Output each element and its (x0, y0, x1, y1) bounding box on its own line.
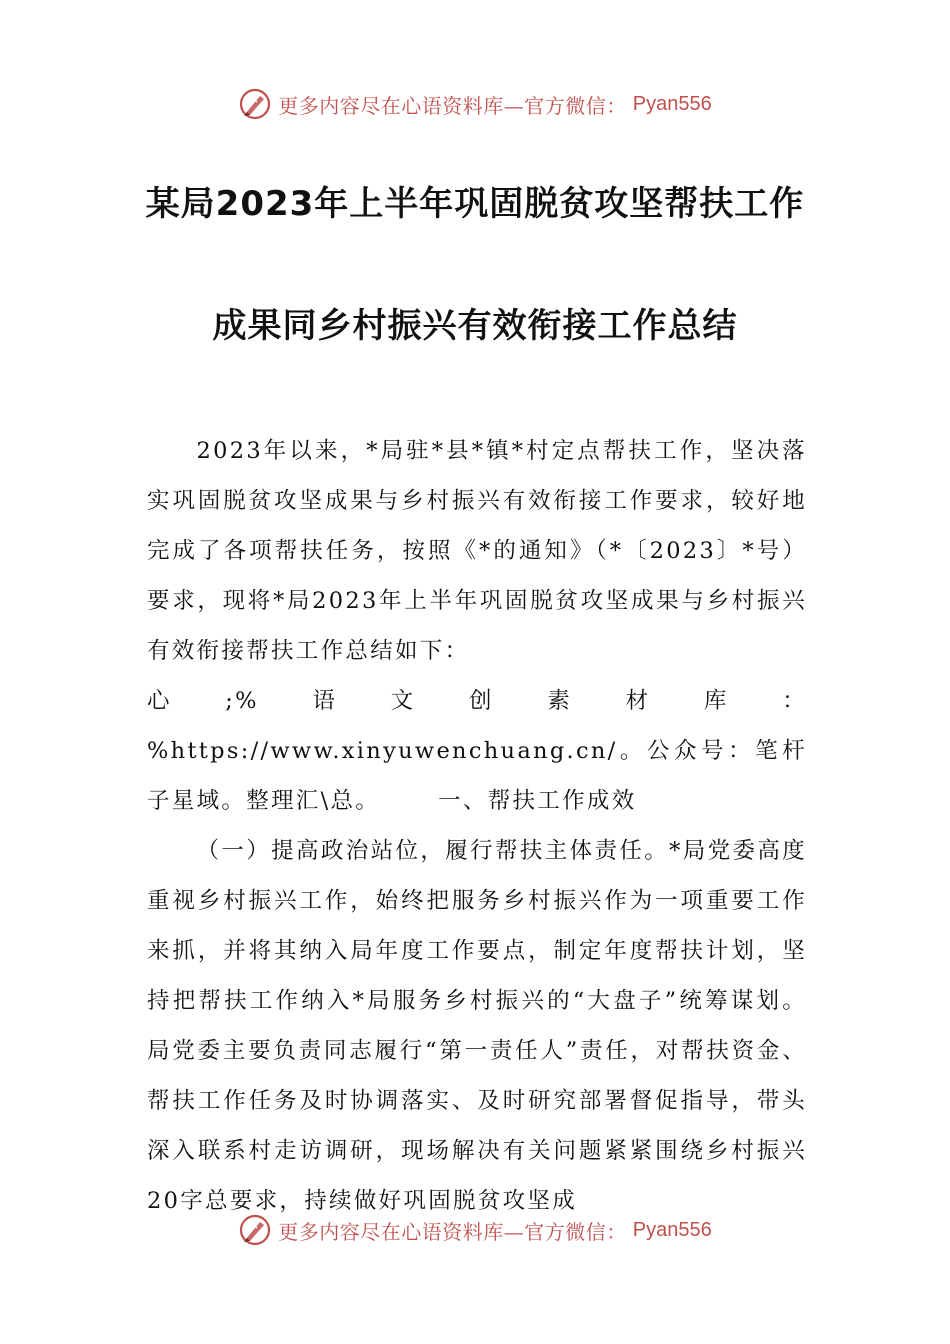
pen-logo-icon (238, 87, 272, 121)
wechat-id: Pyan556 (632, 92, 712, 115)
document-title-line-1: 某局2023年上半年巩固脱贫攻坚帮扶工作 (145, 184, 805, 224)
watermark-text: 更多内容尽在心语资料库—官方微信： (278, 1219, 627, 1244)
section-heading: 一、帮扶工作成效 (438, 788, 637, 814)
wechat-id: Pyan556 (632, 1218, 712, 1241)
watermark-banner-bottom (0, 1210, 950, 1250)
source-note-line (147, 676, 807, 826)
pen-logo-icon (238, 1213, 272, 1247)
document-body (147, 426, 807, 1226)
paragraph-section-1: （一）提高政治站位，履行帮扶主体责任。*局党委高度重视乡村振兴工作，始终把服务乡村振兴作为一项重要工作来抓，并将其纳入局年度工作要点，制定年度帮扶计划，坚持把帮扶工作纳入*局服务乡村振兴的“大盘子”统筹谋划。局党委主要负责同志履行“第一责任人”责任，对帮扶资金、帮扶工作任务及时协调落实、及时研究部署督促指导，带头深入联系村走访调研，现场解决有关问题紧紧围绕乡村振兴20字总要求，持续做好巩固脱贫攻坚成 (147, 838, 807, 1214)
document-title-line-2: 成果同乡村振兴有效衔接工作总结 (212, 306, 738, 346)
source-note: 心;%语文创素材库：%https://www.xinyuwenchuang.cn/。公众号：笔杆子星域。整理汇\总。 (147, 688, 807, 814)
watermark-text: 更多内容尽在心语资料库—官方微信： (278, 93, 627, 118)
watermark-banner-top (0, 84, 950, 124)
paragraph-intro: 2023年以来，*局驻*县*镇*村定点帮扶工作，坚决落实巩固脱贫攻坚成果与乡村振兴有效衔接工作要求，较好地完成了各项帮扶任务，按照《*的通知》（*〔2023〕*号）要求，现将*局2023年上半年巩固脱贫攻坚成果与乡村振兴有效衔接帮扶工作总结如下： (147, 438, 807, 664)
